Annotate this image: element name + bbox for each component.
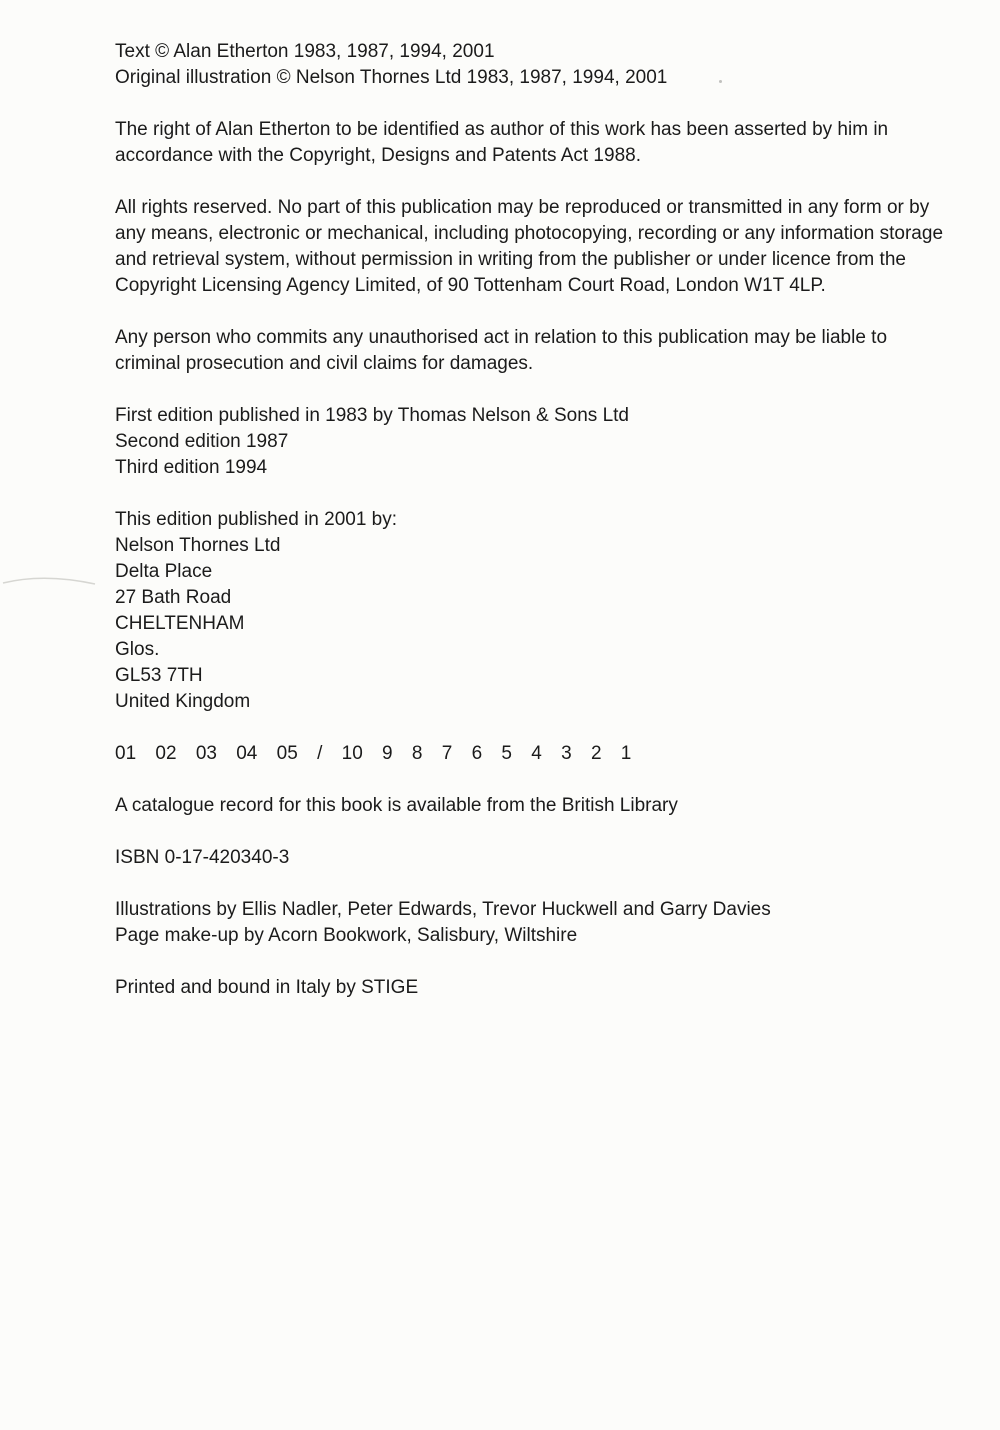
- copyright-notice-block: [115, 39, 950, 91]
- imprint-content: [115, 39, 950, 1027]
- scan-artifact-mark: [2, 570, 98, 590]
- printed-bound-line: Printed and bound in Italy by STIGE: [115, 977, 419, 998]
- edition-history-line: First edition published in 1983 by Thomas Nelson & Sons Ltd: [115, 405, 630, 426]
- publisher-address-line: Nelson Thornes Ltd: [115, 535, 281, 556]
- edition-history-line: Second edition 1987: [115, 431, 289, 452]
- text-copyright-line: Text © Alan Etherton 1983, 1987, 1994, 2001: [115, 41, 495, 62]
- publisher-address-line: CHELTENHAM: [115, 613, 245, 634]
- illustrations-credit-line: Illustrations by Ellis Nadler, Peter Edwards, Trevor Huckwell and Garry Davies: [115, 899, 771, 920]
- credits-block: [115, 897, 950, 949]
- edition-history-line: Third edition 1994: [115, 457, 268, 478]
- illustration-copyright-line: Original illustration © Nelson Thornes Ltd 1983, 1987, 1994, 2001: [115, 67, 668, 88]
- publisher-address-line: Delta Place: [115, 561, 213, 582]
- author-assertion-paragraph: The right of Alan Etherton to be identified as author of this work has been asserted by him in accordance with the Copyright, Designs and Patents Act 1988.: [115, 119, 889, 166]
- edition-history-block: [115, 403, 950, 481]
- publisher-address-line: United Kingdom: [115, 691, 251, 712]
- catalogue-record-line: A catalogue record for this book is available from the British Library: [115, 795, 678, 816]
- publisher-address-line: 27 Bath Road: [115, 587, 232, 608]
- publisher-address-block: [115, 507, 950, 715]
- publisher-address-line: This edition published in 2001 by:: [115, 509, 398, 530]
- publisher-address-line: Glos.: [115, 639, 160, 660]
- all-rights-reserved-paragraph: All rights reserved. No part of this publication may be reproduced or transmitted in any form or by any means, electronic or mechanical, including photocopying, recording or any information storage and retrieval system, without permission in writing from the publisher or under licence from the Copyright Licensing Agency Limited, of 90 Tottenham Court Road, London W1T 4LP.: [115, 197, 944, 296]
- page-makeup-credit-line: Page make-up by Acorn Bookwork, Salisbury, Wiltshire: [115, 925, 578, 946]
- printers-key-line: 01 02 03 04 05 / 10 9 8 7 6 5 4 3 2 1: [115, 743, 632, 764]
- publisher-address-line: GL53 7TH: [115, 665, 203, 686]
- liability-paragraph: Any person who commits any unauthorised act in relation to this publication may be liable to criminal prosecution and civil claims for damages.: [115, 327, 888, 374]
- isbn-line: ISBN 0-17-420340-3: [115, 847, 290, 868]
